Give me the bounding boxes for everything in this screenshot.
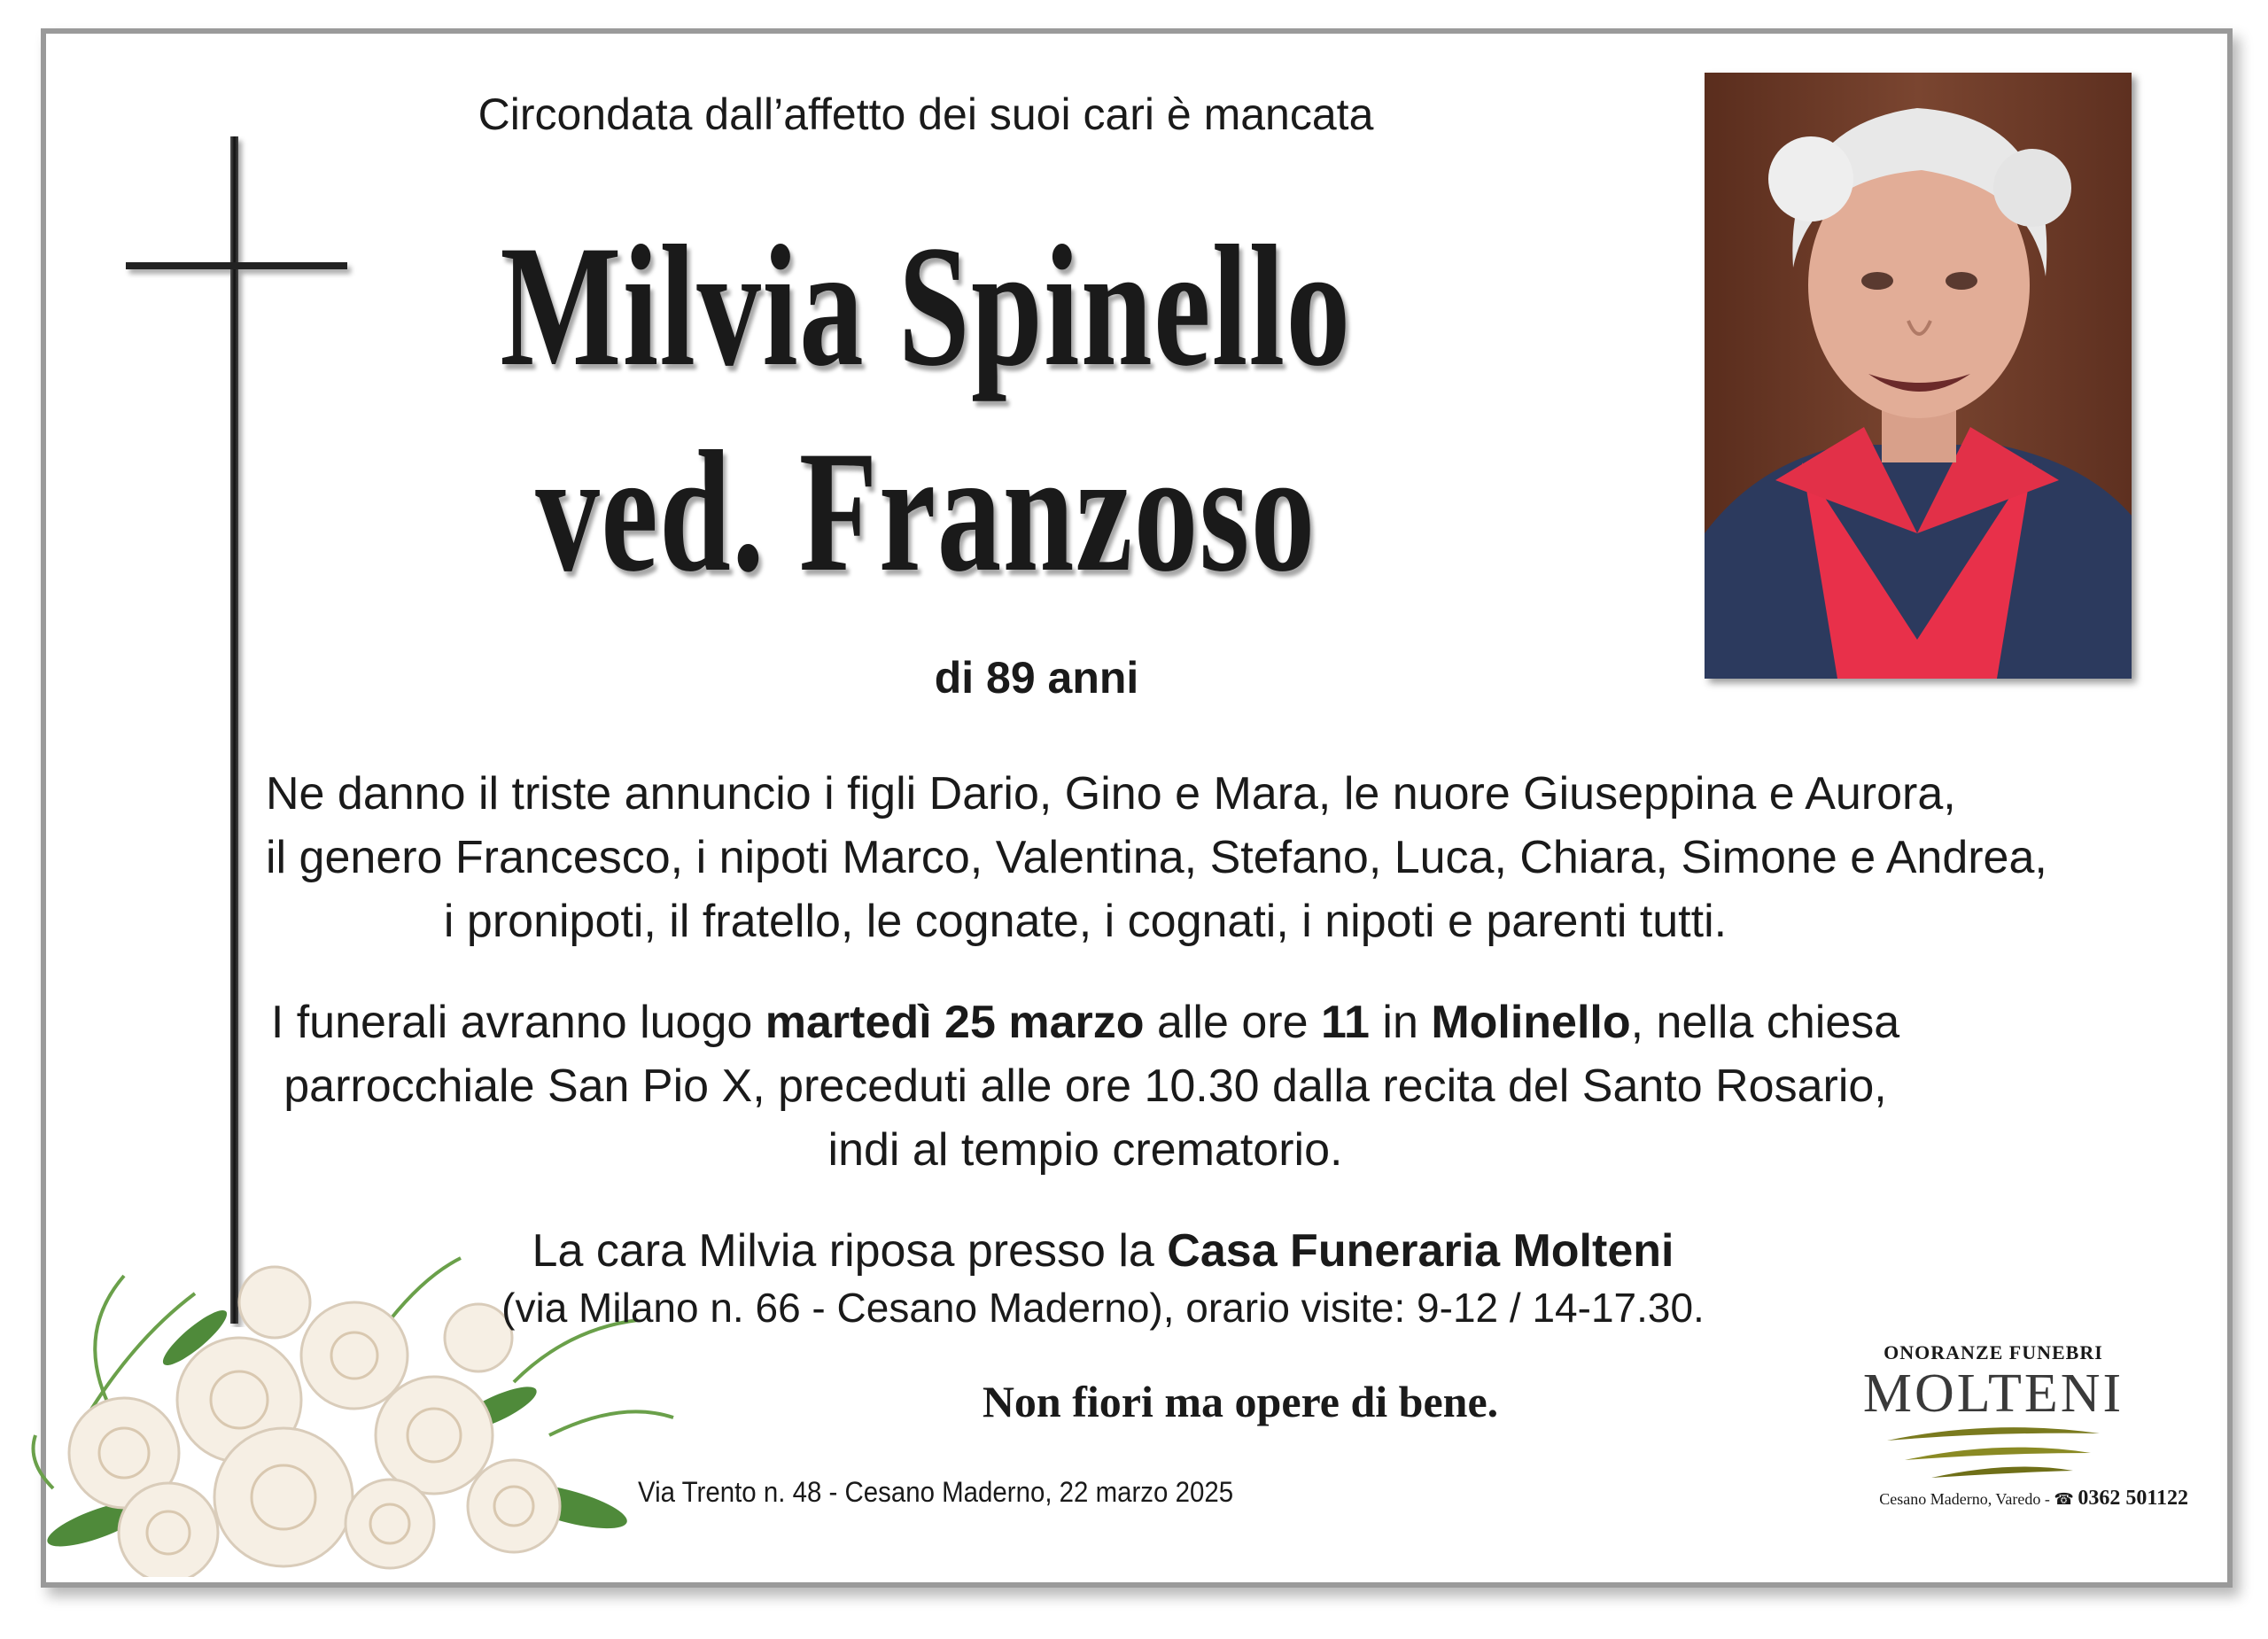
funeral-home-logo bbox=[1798, 1338, 2188, 1542]
portrait-photo bbox=[1705, 73, 2132, 679]
funeral-text: in bbox=[1369, 997, 1432, 1048]
resting-text: La cara Milvia riposa presso la bbox=[532, 1225, 1168, 1277]
family-line: il genero Francesco, i nipoti Marco, Valentina, Stefano, Luca, Chiara, Simone e Andrea, bbox=[266, 832, 2047, 883]
funeral-text: , nella chiesa parrocchiale San Pio X, preceduti alle ore 10.30 dalla recita del Santo Rosario, indi al tempio crematorio. bbox=[284, 997, 1900, 1176]
logo-locations: Cesano Maderno, Varedo - bbox=[1879, 1490, 2050, 1508]
funeral-text: I funerali avranno luogo bbox=[270, 997, 765, 1048]
funeral-details bbox=[266, 990, 1905, 1182]
olive-leaves-icon bbox=[1860, 1423, 2126, 1485]
deceased-name bbox=[392, 204, 1460, 615]
funeral-date: martedì 25 marzo bbox=[765, 997, 1145, 1048]
logo-footer bbox=[1798, 1487, 2188, 1511]
family-line: Ne danno il triste annuncio i figli Dario, Gino e Mara, le nuore Giuseppina e Aurora, bbox=[266, 768, 1956, 820]
funeral-place: Molinello bbox=[1431, 997, 1631, 1048]
resting-place bbox=[496, 1221, 1710, 1281]
logo-phone: 0362 501122 bbox=[2078, 1487, 2188, 1510]
family-line: i pronipoti, il fratello, le cognate, i cognati, i nipoti e parenti tutti. bbox=[443, 896, 1728, 947]
telephone-icon: ☎ bbox=[2054, 1490, 2074, 1508]
intro-text: Circondata dall’affetto dei suoi cari è mancata bbox=[478, 89, 1374, 139]
no-flowers-note: Non fiori ma opere di bene. bbox=[982, 1377, 1499, 1426]
name-line-2: ved. Franzoso bbox=[535, 416, 1317, 608]
age-text: di 89 anni bbox=[934, 653, 1139, 703]
funeral-hour: 11 bbox=[1320, 997, 1370, 1048]
address-date: Via Trento n. 48 - Cesano Maderno, 22 marzo 2025 bbox=[638, 1476, 1234, 1508]
logo-brand: MOLTENI bbox=[1862, 1363, 2124, 1424]
visiting-hours: (via Milano n. 66 - Cesano Maderno), orario visite: 9-12 / 14-17.30. bbox=[501, 1285, 1705, 1331]
funeral-home-name: Casa Funeraria Molteni bbox=[1167, 1225, 1674, 1277]
family-announcement bbox=[266, 762, 2047, 953]
name-line-1: Milvia Spinello bbox=[500, 210, 1352, 402]
logo-top-text: ONORANZE FUNEBRI bbox=[1884, 1341, 2103, 1363]
funeral-text: alle ore bbox=[1144, 997, 1321, 1048]
